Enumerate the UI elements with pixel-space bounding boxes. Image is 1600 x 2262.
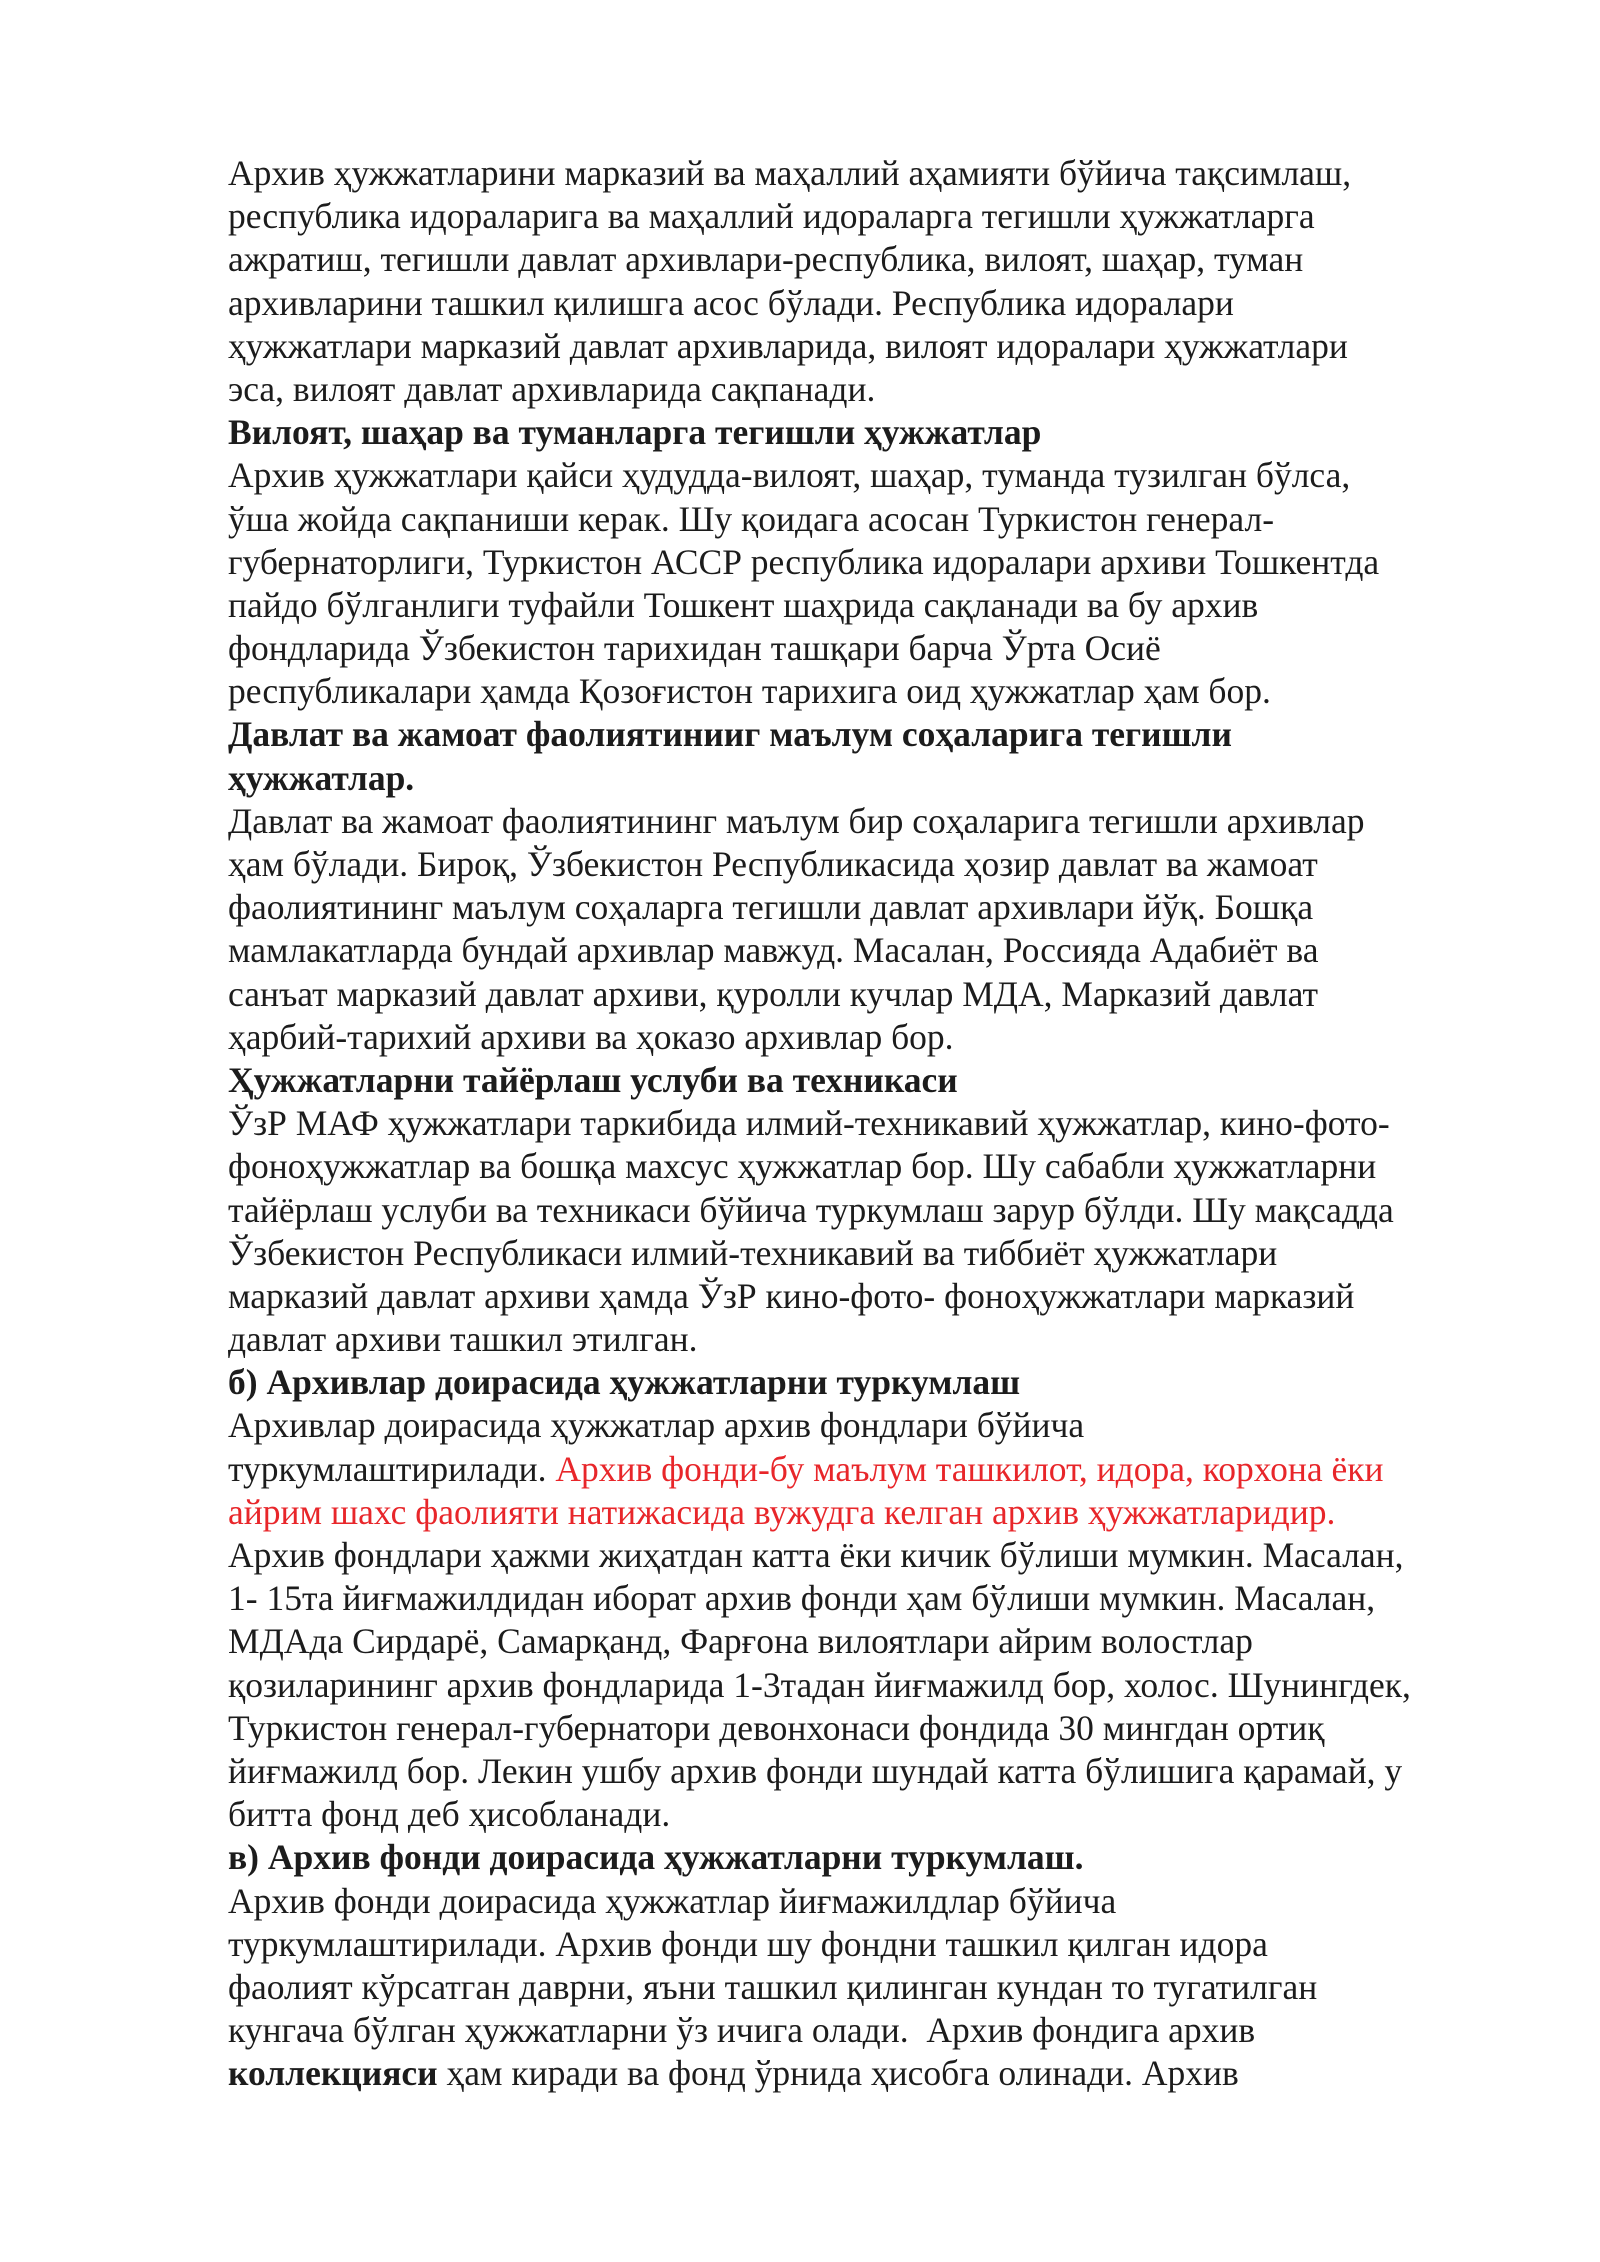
paragraph-line (228, 325, 1518, 368)
text-run: йиғмажилд бор. Лекин ушбу архив фонди шундай катта бўлишига қарамай, у (228, 1750, 1403, 1791)
paragraph-line (228, 238, 1518, 281)
highlighted-definition-text: айрим шахс фаолияти натижасида вужудга келган архив ҳужжатларидир. (228, 1491, 1336, 1532)
section-heading-line (228, 411, 1518, 454)
paragraph-line (228, 2009, 1518, 2052)
text-run: ўша жойда сақпаниши керак. Шу қоидага асосан Туркистон генерал- (228, 498, 1275, 539)
paragraph-line (228, 627, 1518, 670)
section-heading-text: Ҳужжатларни тайёрлаш услуби ва техникаси (228, 1059, 958, 1100)
paragraph-line (228, 1448, 1518, 1491)
text-run: республика идораларига ва маҳаллий идораларга тегишли ҳужжатларга (228, 196, 1315, 237)
paragraph-line (228, 1923, 1518, 1966)
text-run: архивларини ташкил қилишга асос бўлади. Республика идоралари (228, 282, 1234, 323)
text-run: туркумлаштирилади. Архив фонди шу фондни ташкил қилган идора (228, 1923, 1268, 1964)
section-heading-text: в) Архив фонди доирасида ҳужжатларни туркумлаш. (228, 1837, 1084, 1878)
paragraph-line (228, 152, 1518, 195)
text-run: ҳам киради ва фонд ўрнида ҳисобга олинади. Архив (437, 2053, 1239, 2094)
paragraph-line (228, 584, 1518, 627)
paragraph-line (228, 195, 1518, 238)
paragraph-line (228, 282, 1518, 325)
paragraph-line (228, 498, 1518, 541)
text-run: МДАда Сирдарё, Самарқанд, Фарғона вилоятлари айрим волостлар (228, 1621, 1253, 1662)
text-run: ҳужжатлари марказий давлат архивларида, вилоят идоралари ҳужжатлари (228, 325, 1348, 366)
paragraph-line (228, 1534, 1518, 1577)
section-heading-text: б) Архивлар доирасида ҳужжатларни туркумлаш (228, 1362, 1021, 1403)
text-run: мамлакатларда бундай архивлар мавжуд. Масалан, Россияда Адабиёт ва (228, 930, 1319, 971)
text-run: фаолиятининг маълум соҳаларга тегишли давлат архивлари йўқ. Бошқа (228, 887, 1314, 928)
text-run: ажратиш, тегишли давлат архивлари-республика, вилоят, шаҳар, туман (228, 239, 1304, 280)
text-run: Архивлар доирасида ҳужжатлар архив фондлари бўйича (228, 1405, 1085, 1446)
text-run: республикалари ҳамда Қозоғистон тарихига оид ҳужжатлар ҳам бор. (228, 671, 1271, 712)
text-run: санъат марказий давлат архиви, қуролли кучлар МДА, Марказий давлат (228, 973, 1318, 1014)
section-heading-line (228, 1059, 1518, 1102)
paragraph-line (228, 800, 1518, 843)
document-body (228, 152, 1518, 2095)
text-run: кунгача бўлган ҳужжатларни ўз ичига олади. Архив фондига архив (228, 2010, 1256, 2051)
paragraph-line (228, 368, 1518, 411)
text-run: губернаторлиги, Туркистон АССР республика идоралари архиви Тошкентда (228, 541, 1380, 582)
section-heading-line (228, 1361, 1518, 1404)
section-heading-line (228, 1836, 1518, 1879)
highlighted-definition-text: Архив фонди-бу маълум ташкилот, идора, корхона ёки (555, 1448, 1384, 1489)
paragraph-line (228, 1145, 1518, 1188)
section-heading-line (228, 757, 1518, 800)
paragraph-line (228, 1491, 1518, 1534)
paragraph-line (228, 1880, 1518, 1923)
paragraph-line (228, 1318, 1518, 1361)
text-run: 1- 15та йиғмажилдидан иборат архив фонди ҳам бўлиши мумкин. Масалан, (228, 1578, 1376, 1619)
text-run: туркумлаштирилади. (228, 1448, 556, 1489)
text-run: пайдо бўлганлиги туфайли Тошкент шаҳрида сақланади ва бу архив (228, 584, 1259, 625)
paragraph-line (228, 541, 1518, 584)
text-run: марказий давлат архиви ҳамда ЎзР кино-фото- фоноҳужжатлари марказий (228, 1275, 1355, 1316)
paragraph-line (228, 886, 1518, 929)
paragraph-line (228, 670, 1518, 713)
text-run: ҳарбий-тарихий архиви ва ҳоказо архивлар бор. (228, 1016, 954, 1057)
text-run: битта фонд деб ҳисобланади. (228, 1794, 671, 1835)
text-run: эса, вилоят давлат архивларида сақпанади. (228, 368, 876, 409)
text-run: қозиларининг архив фондларида 1-3тадан йиғмажилд бор, холос. Шунингдек, (228, 1664, 1411, 1705)
paragraph-line (228, 929, 1518, 972)
paragraph-line (228, 1232, 1518, 1275)
paragraph-line (228, 1664, 1518, 1707)
text-run: Архив ҳужжатларини марказий ва маҳаллий аҳамияти бўйича тақсимлаш, (228, 153, 1352, 193)
text-run: тайёрлаш услуби ва техникаси бўйича туркумлаш зарур бўлди. Шу мақсадда (228, 1189, 1394, 1230)
text-run: Архив фонди доирасида ҳужжатлар йиғмажилдлар бўйича (228, 1880, 1117, 1921)
section-heading-text: Давлат ва жамоат фаолиятинииг маълум соҳаларига тегишли (228, 714, 1232, 755)
text-run: Архив ҳужжатлари қайси ҳудудда-вилоят, шаҳар, туманда тузилган бўлса, (228, 455, 1351, 496)
section-heading-line (228, 713, 1518, 756)
text-run: Архив фондлари ҳажми жиҳатдан катта ёки кичик бўлиши мумкин. Масалан, (228, 1535, 1404, 1575)
paragraph-line (228, 1102, 1518, 1145)
paragraph-line (228, 454, 1518, 497)
paragraph-line (228, 1275, 1518, 1318)
text-run: ЎзР МАФ ҳужжатлари таркибида илмий-техникавий ҳужжатлар, кино-фото- (228, 1103, 1390, 1144)
paragraph-line (228, 1966, 1518, 2009)
paragraph-line (228, 973, 1518, 1016)
paragraph-line (228, 843, 1518, 886)
section-heading-text: ҳужжатлар. (228, 757, 415, 798)
text-run: ҳам бўлади. Бироқ, Ўзбекистон Республикасида ҳозир давлат ва жамоат (228, 844, 1318, 884)
paragraph-line (228, 1577, 1518, 1620)
text-run: давлат архиви ташкил этилган. (228, 1319, 698, 1360)
text-run: Ўзбекистон Республикаси илмий-техникавий ва тиббиёт ҳужжатлари (228, 1232, 1278, 1273)
text-run: Давлат ва жамоат фаолиятининг маълум бир соҳаларига тегишли архивлар (228, 800, 1365, 841)
text-run: фоноҳужжатлар ва бошқа махсус ҳужжатлар бор. Шу сабабли ҳужжатларни (228, 1146, 1377, 1187)
paragraph-line (228, 1620, 1518, 1663)
text-run: фондларида Ўзбекистон тарихидан ташқари барча Ўрта Осиё (228, 628, 1161, 669)
bold-term: коллекцияси (228, 2053, 438, 2094)
paragraph-line (228, 1750, 1518, 1793)
paragraph-line (228, 1404, 1518, 1447)
paragraph-line (228, 2052, 1518, 2095)
paragraph-line (228, 1793, 1518, 1836)
paragraph-line (228, 1707, 1518, 1750)
paragraph-line (228, 1189, 1518, 1232)
section-heading-text: Вилоят, шаҳар ва туманларга тегишли ҳужжатлар (228, 412, 1042, 453)
paragraph-line (228, 1016, 1518, 1059)
text-run: Туркистон генерал-губернатори девонхонаси фондида 30 мингдан ортиқ (228, 1707, 1325, 1748)
text-run: фаолият кўрсатган даврни, яъни ташкил қилинган кундан то тугатилган (228, 1966, 1318, 2007)
